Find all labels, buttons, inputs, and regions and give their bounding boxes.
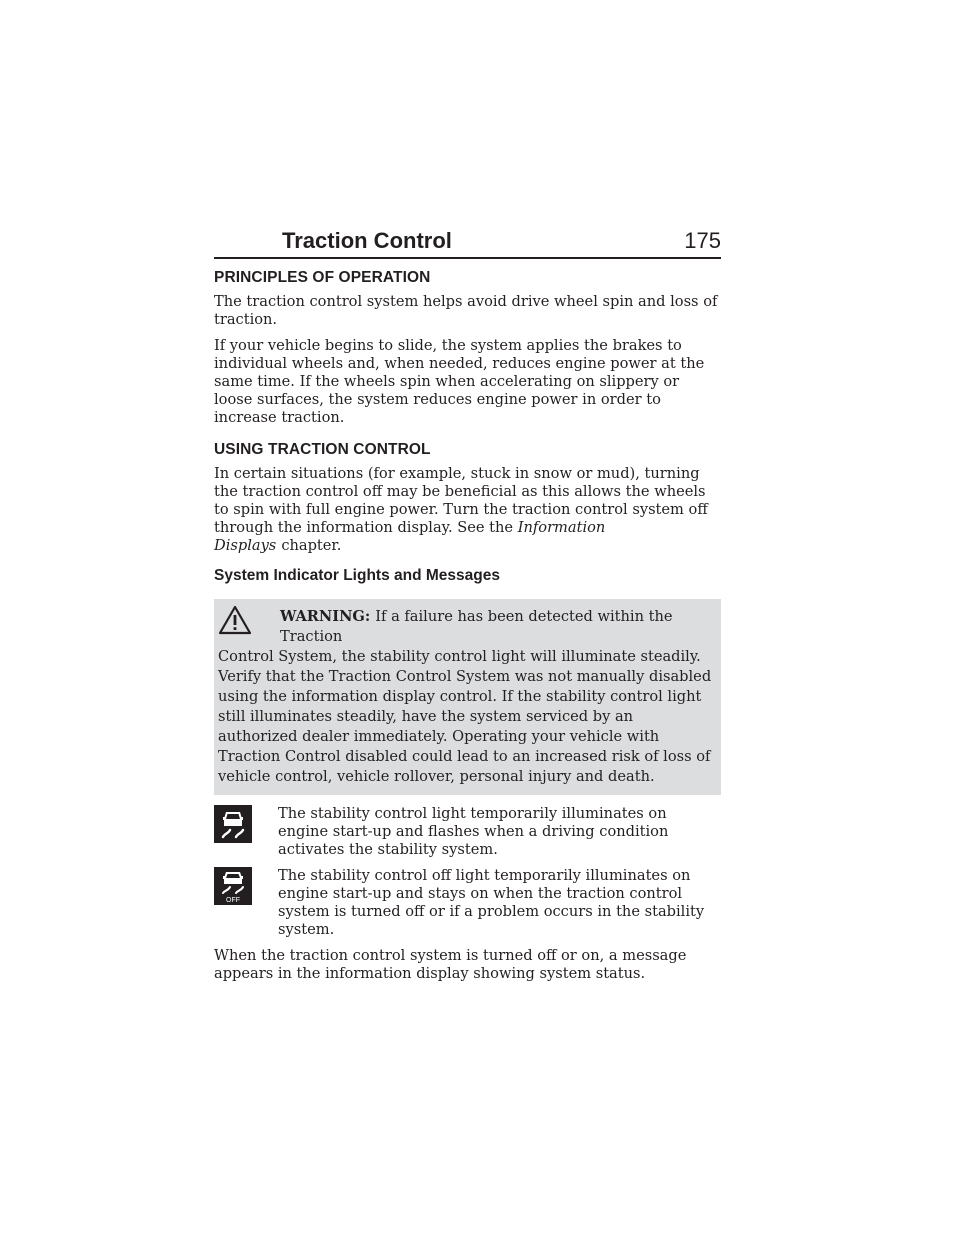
warning-box — [214, 599, 721, 795]
using-paragraph — [214, 465, 721, 555]
principles-paragraph-1: The traction control system helps avoid drive wheel spin and loss of traction. — [214, 293, 718, 328]
stability-control-off-light-row — [214, 867, 721, 939]
using-paragraph-text: In certain situations (for example, stuck in snow or mud), turning the traction control off may be beneficial as this allows the wheels to spin with full engine power. Turn the traction control system off through the information display. See the — [214, 465, 708, 536]
page-number: 175 — [684, 228, 721, 253]
warning-line-1: If a failure has been detected within the Traction — [280, 608, 673, 645]
manual-page — [214, 228, 721, 991]
principles-paragraph-2: If your vehicle begins to slide, the system applies the brakes to individual wheels and, when needed, reduces engine power at the same time. If the wheels spin when accelerating on slippery or loose surfaces, the system reduces engine power in order to increase traction. — [214, 337, 705, 426]
using-paragraph-tail: chapter. — [281, 537, 342, 554]
warning-label: WARNING: — [280, 608, 371, 625]
warning-body: Control System, the stability control light will illuminate steadily. Verify that the Traction Control System was not manually disabled using the information display control. If the stability control light still illuminates steadily, have the system serviced by an authorized dealer immediately. Operating your vehicle with Traction Control disabled could lead to an increased risk of loss of vehicle control, vehicle rollover, personal injury and death. — [218, 648, 712, 785]
chapter-title: Traction Control — [282, 228, 452, 253]
off-label: OFF — [226, 897, 240, 904]
stability-control-off-light-text: The stability control off light temporarily illuminates on engine start-up and stays on when the traction control system is turned off or if a problem occurs in the stability system. — [278, 867, 705, 938]
using-heading: USING TRACTION CONTROL — [214, 441, 431, 458]
stability-control-off-light-icon — [214, 867, 252, 905]
stability-control-light-icon — [214, 805, 252, 843]
closing-paragraph: When the traction control system is turned off or on, a message appears in the information display showing system status. — [214, 947, 687, 982]
stability-control-light-text: The stability control light temporarily illuminates on engine start-up and flashes when a driving condition activates the stability system. — [278, 805, 669, 858]
stability-control-light-row — [214, 805, 721, 859]
warning-triangle-icon — [218, 605, 252, 635]
indicators-heading: System Indicator Lights and Messages — [214, 567, 500, 584]
warning-first-line — [218, 607, 717, 647]
principles-heading: PRINCIPLES OF OPERATION — [214, 269, 431, 286]
page-header — [214, 228, 721, 259]
information-displays-reference: Information Displays — [214, 519, 606, 554]
